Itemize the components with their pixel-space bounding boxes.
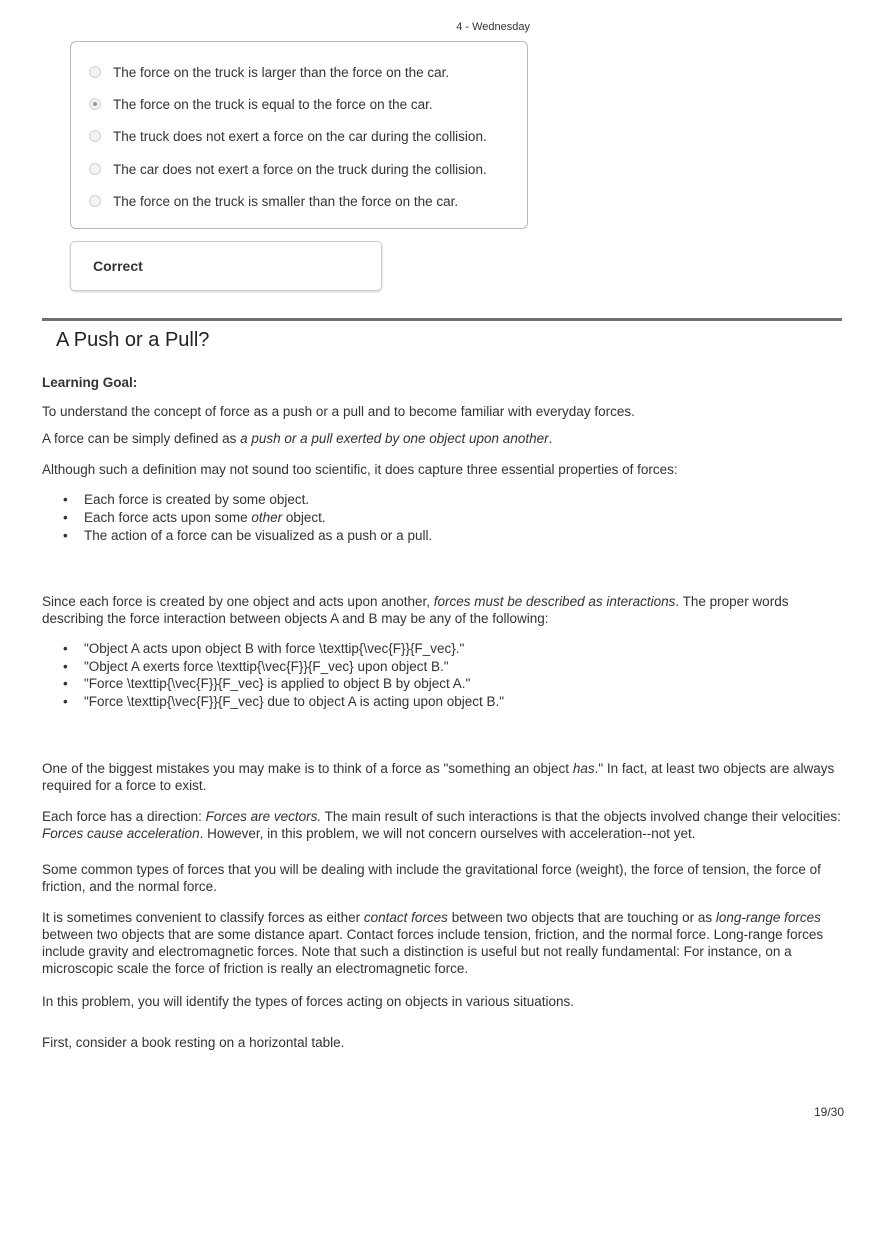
answer-options-box xyxy=(70,41,528,229)
types-paragraph: Some common types of forces that you will be dealing with include the gravitational force (weight), the force of tension, the force of friction, and the normal force. xyxy=(42,862,821,894)
properties-intro: Although such a definition may not sound too scientific, it does capture three essential properties of forces: xyxy=(42,462,678,477)
list-item: • "Force \texttip{\vec{F}}{F_vec} is applied to object B by object A." xyxy=(66,676,470,691)
feedback-correct-label: Correct xyxy=(93,258,143,274)
list-item: • The action of a force can be visualized as a push or a pull. xyxy=(66,528,432,543)
answer-option-label: The force on the truck is smaller than the force on the car. xyxy=(113,193,459,209)
list-item: • Each force is created by some object. xyxy=(66,492,309,507)
answer-option[interactable] xyxy=(89,160,487,178)
answer-option-label: The force on the truck is equal to the force on the car. xyxy=(113,96,433,112)
radio-button[interactable] xyxy=(89,130,101,142)
radio-button[interactable] xyxy=(89,163,101,175)
answer-option-label: The car does not exert a force on the truck during the collision. xyxy=(113,161,487,177)
learning-goal-label: Learning Goal: xyxy=(42,375,138,390)
interaction-paragraph: Since each force is created by one object and acts upon another, forces must be described as interactions. The proper words describing the force interaction between objects A and B may be any of the following: xyxy=(42,594,789,626)
answer-option-label: The force on the truck is larger than the force on the car. xyxy=(113,64,450,80)
identify-paragraph: In this problem, you will identify the types of forces acting on objects in various situations. xyxy=(42,994,575,1009)
radio-button[interactable] xyxy=(89,195,101,207)
answer-option[interactable] xyxy=(89,95,433,113)
answer-option[interactable] xyxy=(89,63,449,81)
mistake-paragraph: One of the biggest mistakes you may make is to think of a force as "something an object has." In fact, at least two objects are always required for a force to exist. xyxy=(42,761,835,793)
page-number: 19/30 xyxy=(813,1105,844,1119)
radio-button[interactable] xyxy=(89,66,101,78)
list-item: • "Object A acts upon object B with force \texttip{\vec{F}}{F_vec}." xyxy=(66,641,464,656)
feedback-box xyxy=(70,241,382,291)
definition-paragraph: A force can be simply defined as a push or a pull exerted by one object upon another. xyxy=(42,431,553,446)
list-item: • "Force \texttip{\vec{F}}{F_vec} due to object A is acting upon object B." xyxy=(66,694,504,709)
page-header-day: 4 - Wednesday xyxy=(456,21,530,33)
answer-option[interactable] xyxy=(89,192,458,210)
answer-option-label: The truck does not exert a force on the car during the collision. xyxy=(113,128,487,144)
radio-button-selected[interactable] xyxy=(89,98,101,110)
answer-option[interactable] xyxy=(89,127,487,145)
list-item: • "Object A exerts force \texttip{\vec{F}}{F_vec} upon object B." xyxy=(66,659,449,674)
section-title: A Push or a Pull? xyxy=(56,329,210,351)
list-item: • Each force acts upon some other object. xyxy=(66,510,326,525)
first-consider-paragraph: First, consider a book resting on a horizontal table. xyxy=(42,1035,345,1050)
classify-paragraph: It is sometimes convenient to classify forces as either contact forces between two objects that are touching or as long-range forces between two objects that are some distance apart. Contact forces include tension, friction, and the normal force. Long-range forces include gravity and electromagnetic forces. Note that such a distinction is useful but not really fundamental: For instance, on a microscopic scale the force of friction is really an electromagnetic force. xyxy=(42,910,824,976)
section-divider xyxy=(42,318,842,321)
direction-paragraph: Each force has a direction: Forces are vectors. The main result of such interactions is that the objects involved change their velocities: Forces cause acceleration. However, in this problem, we will not concern ourselves with acceleration--not yet. xyxy=(42,809,841,841)
goal-text: To understand the concept of force as a push or a pull and to become familiar with everyday forces. xyxy=(42,404,635,419)
